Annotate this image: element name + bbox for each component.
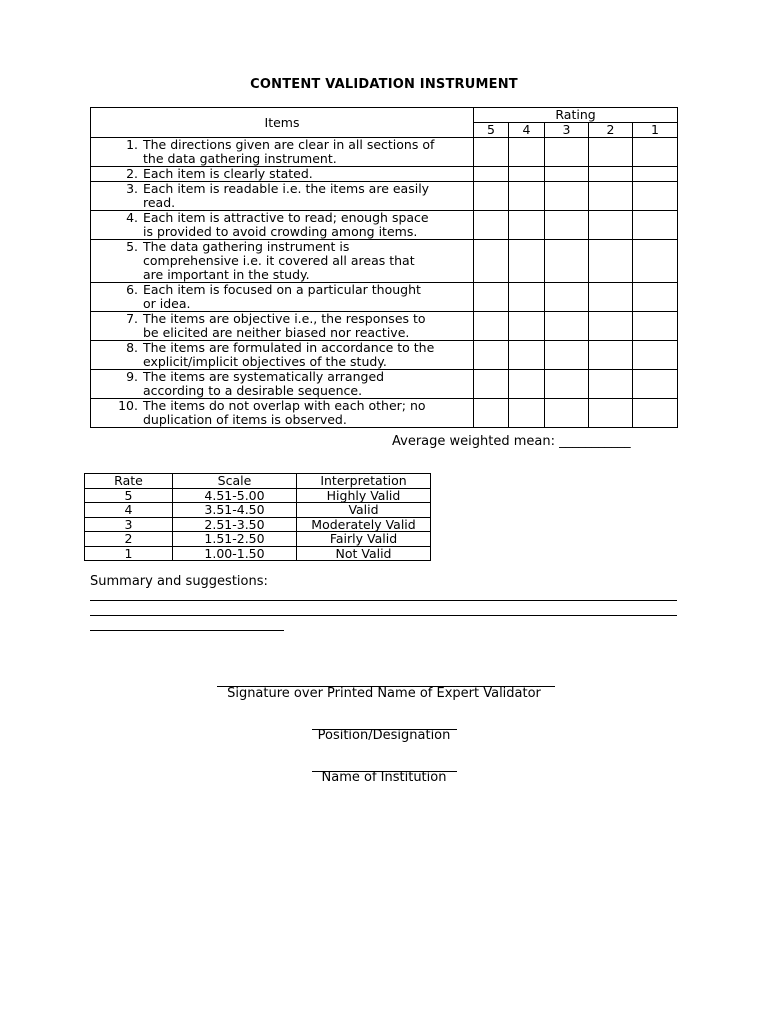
signature-label: Signature over Printed Name of Expert Validator xyxy=(227,686,541,701)
table-cell: 1 xyxy=(85,546,173,561)
rating-cell-2[interactable] xyxy=(589,138,633,167)
item-text-line: The items are formulated in accordance to the xyxy=(143,340,435,355)
item-text-line: Each item is clearly stated. xyxy=(143,166,313,181)
item-text-line: The items are systematically arranged xyxy=(143,369,385,384)
interpretation-body xyxy=(85,488,431,561)
rating-scale-3: 3 xyxy=(545,123,589,138)
item-text-line: The items are objective i.e., the responses to xyxy=(143,311,426,326)
rating-cell-3[interactable] xyxy=(545,182,589,211)
rating-cell-2[interactable] xyxy=(589,211,633,240)
rating-scale-4: 4 xyxy=(509,123,545,138)
item-number: 1. xyxy=(126,137,138,152)
rating-cell-2[interactable] xyxy=(589,399,633,428)
rating-cell-2[interactable] xyxy=(589,182,633,211)
table-cell: 3.51-4.50 xyxy=(173,503,297,518)
rating-cell-3[interactable] xyxy=(545,312,589,341)
item-cell xyxy=(91,240,474,283)
item-text-line: The data gathering instrument is xyxy=(143,239,350,254)
table-row xyxy=(91,167,678,182)
item-text-line: Each item is focused on a particular thought xyxy=(143,282,421,297)
item-text-line: comprehensive i.e. it covered all areas that xyxy=(143,253,415,268)
rating-cell-3[interactable] xyxy=(545,283,589,312)
table-row xyxy=(85,517,431,532)
rating-cell-5[interactable] xyxy=(474,211,509,240)
rating-cell-4[interactable] xyxy=(509,283,545,312)
position-label: Position/Designation xyxy=(317,728,451,743)
item-text-line: The items do not overlap with each other; no xyxy=(143,398,426,413)
table-row xyxy=(85,546,431,561)
summary-label: Summary and suggestions: xyxy=(90,574,268,589)
rating-cell-3[interactable] xyxy=(545,211,589,240)
rating-cell-5[interactable] xyxy=(474,182,509,211)
item-text xyxy=(143,399,471,427)
item-text-line: read. xyxy=(143,195,176,210)
table-cell: Fairly Valid xyxy=(297,532,431,547)
rating-cell-4[interactable] xyxy=(509,240,545,283)
item-text-line: is provided to avoid crowding among items. xyxy=(143,224,418,239)
document-title: CONTENT VALIDATION INSTRUMENT xyxy=(250,77,518,92)
rating-cell-2[interactable] xyxy=(589,370,633,399)
item-cell xyxy=(91,283,474,312)
item-text xyxy=(143,283,471,311)
table-cell: Highly Valid xyxy=(297,488,431,503)
summary-line-2 xyxy=(90,615,677,616)
rating-cell-5[interactable] xyxy=(474,240,509,283)
rating-cell-5[interactable] xyxy=(474,138,509,167)
table-cell: Not Valid xyxy=(297,546,431,561)
average-weighted-mean: Average weighted mean: ___________ xyxy=(392,434,631,449)
item-text-line: Each item is readable i.e. the items are easily xyxy=(143,181,430,196)
rating-cell-2[interactable] xyxy=(589,283,633,312)
table-row xyxy=(85,503,431,518)
table-row xyxy=(91,182,678,211)
item-text-line: duplication of items is observed. xyxy=(143,412,347,427)
table-cell: 1.00-1.50 xyxy=(173,546,297,561)
table-row xyxy=(91,283,678,312)
item-text xyxy=(143,167,471,181)
item-cell xyxy=(91,138,474,167)
table-row xyxy=(91,341,678,370)
summary-line-3 xyxy=(90,630,284,631)
item-text xyxy=(143,138,471,166)
interpretation-table xyxy=(84,473,431,561)
rating-cell-5[interactable] xyxy=(474,341,509,370)
rating-cell-5[interactable] xyxy=(474,370,509,399)
rating-cell-4[interactable] xyxy=(509,399,545,428)
item-cell xyxy=(91,182,474,211)
table-cell: 3 xyxy=(85,517,173,532)
table-row xyxy=(91,211,678,240)
rating-cell-5[interactable] xyxy=(474,399,509,428)
item-text-line: explicit/implicit objectives of the study. xyxy=(143,354,387,369)
table-cell: Moderately Valid xyxy=(297,517,431,532)
table-cell: 4.51-5.00 xyxy=(173,488,297,503)
validation-table xyxy=(90,107,678,428)
rating-cell-1[interactable] xyxy=(633,167,678,182)
item-cell xyxy=(91,211,474,240)
interpretation-header-scale: Scale xyxy=(173,474,297,489)
item-number: 4. xyxy=(126,210,138,225)
item-text xyxy=(143,240,471,282)
item-text xyxy=(143,370,471,398)
rating-cell-4[interactable] xyxy=(509,211,545,240)
rating-cell-3[interactable] xyxy=(545,399,589,428)
item-cell xyxy=(91,399,474,428)
rating-cell-4[interactable] xyxy=(509,167,545,182)
items-body xyxy=(91,138,678,428)
table-cell: 2 xyxy=(85,532,173,547)
table-row xyxy=(91,370,678,399)
rating-cell-4[interactable] xyxy=(509,312,545,341)
interpretation-header-rate: Rate xyxy=(85,474,173,489)
rating-cell-4[interactable] xyxy=(509,341,545,370)
rating-cell-5[interactable] xyxy=(474,167,509,182)
item-number: 5. xyxy=(126,239,138,254)
rating-header: Rating xyxy=(474,108,678,123)
rating-scale-2: 2 xyxy=(589,123,633,138)
item-number: 6. xyxy=(126,282,138,297)
table-row xyxy=(91,138,678,167)
item-number: 8. xyxy=(126,340,138,355)
item-number: 9. xyxy=(126,369,138,384)
item-text xyxy=(143,211,471,239)
item-text-line: be elicited are neither biased nor reactive. xyxy=(143,325,410,340)
rating-cell-1[interactable] xyxy=(633,138,678,167)
item-cell xyxy=(91,167,474,182)
interpretation-header-interpretation: Interpretation xyxy=(297,474,431,489)
rating-cell-4[interactable] xyxy=(509,182,545,211)
item-text-line: or idea. xyxy=(143,296,191,311)
rating-cell-1[interactable] xyxy=(633,182,678,211)
item-text-line: are important in the study. xyxy=(143,267,310,282)
rating-cell-3[interactable] xyxy=(545,370,589,399)
rating-cell-1[interactable] xyxy=(633,399,678,428)
rating-cell-1[interactable] xyxy=(633,312,678,341)
item-text xyxy=(143,341,471,369)
rating-cell-3[interactable] xyxy=(545,167,589,182)
rating-cell-1[interactable] xyxy=(633,370,678,399)
table-row xyxy=(91,399,678,428)
item-number: 10. xyxy=(118,398,138,413)
rating-cell-3[interactable] xyxy=(545,341,589,370)
items-header: Items xyxy=(91,108,474,138)
rating-cell-1[interactable] xyxy=(633,283,678,312)
item-text-line: Each item is attractive to read; enough space xyxy=(143,210,429,225)
table-cell: 5 xyxy=(85,488,173,503)
item-number: 3. xyxy=(126,181,138,196)
rating-cell-3[interactable] xyxy=(545,240,589,283)
item-cell xyxy=(91,370,474,399)
table-row xyxy=(91,312,678,341)
table-cell: 4 xyxy=(85,503,173,518)
rating-cell-5[interactable] xyxy=(474,312,509,341)
rating-cell-1[interactable] xyxy=(633,211,678,240)
item-text-line: the data gathering instrument. xyxy=(143,151,337,166)
item-cell xyxy=(91,312,474,341)
rating-cell-2[interactable] xyxy=(589,167,633,182)
rating-cell-4[interactable] xyxy=(509,138,545,167)
table-cell: 2.51-3.50 xyxy=(173,517,297,532)
rating-cell-3[interactable] xyxy=(545,138,589,167)
interpretation-header-row xyxy=(85,474,431,489)
rating-cell-1[interactable] xyxy=(633,240,678,283)
rating-cell-4[interactable] xyxy=(509,370,545,399)
item-text-line: according to a desirable sequence. xyxy=(143,383,363,398)
summary-line-1 xyxy=(90,600,677,601)
rating-cell-1[interactable] xyxy=(633,341,678,370)
rating-scale-5: 5 xyxy=(474,123,509,138)
table-cell: Valid xyxy=(297,503,431,518)
item-number: 2. xyxy=(126,166,138,181)
table-row xyxy=(85,488,431,503)
item-text-line: The directions given are clear in all sections of xyxy=(143,137,435,152)
rating-cell-2[interactable] xyxy=(589,312,633,341)
table-row xyxy=(85,532,431,547)
table-row xyxy=(91,240,678,283)
table-cell: 1.51-2.50 xyxy=(173,532,297,547)
item-number: 7. xyxy=(126,311,138,326)
rating-scale-1: 1 xyxy=(633,123,678,138)
rating-cell-2[interactable] xyxy=(589,341,633,370)
rating-cell-5[interactable] xyxy=(474,283,509,312)
rating-cell-2[interactable] xyxy=(589,240,633,283)
item-cell xyxy=(91,341,474,370)
institution-label: Name of Institution xyxy=(321,770,447,785)
item-text xyxy=(143,312,471,340)
item-text xyxy=(143,182,471,210)
